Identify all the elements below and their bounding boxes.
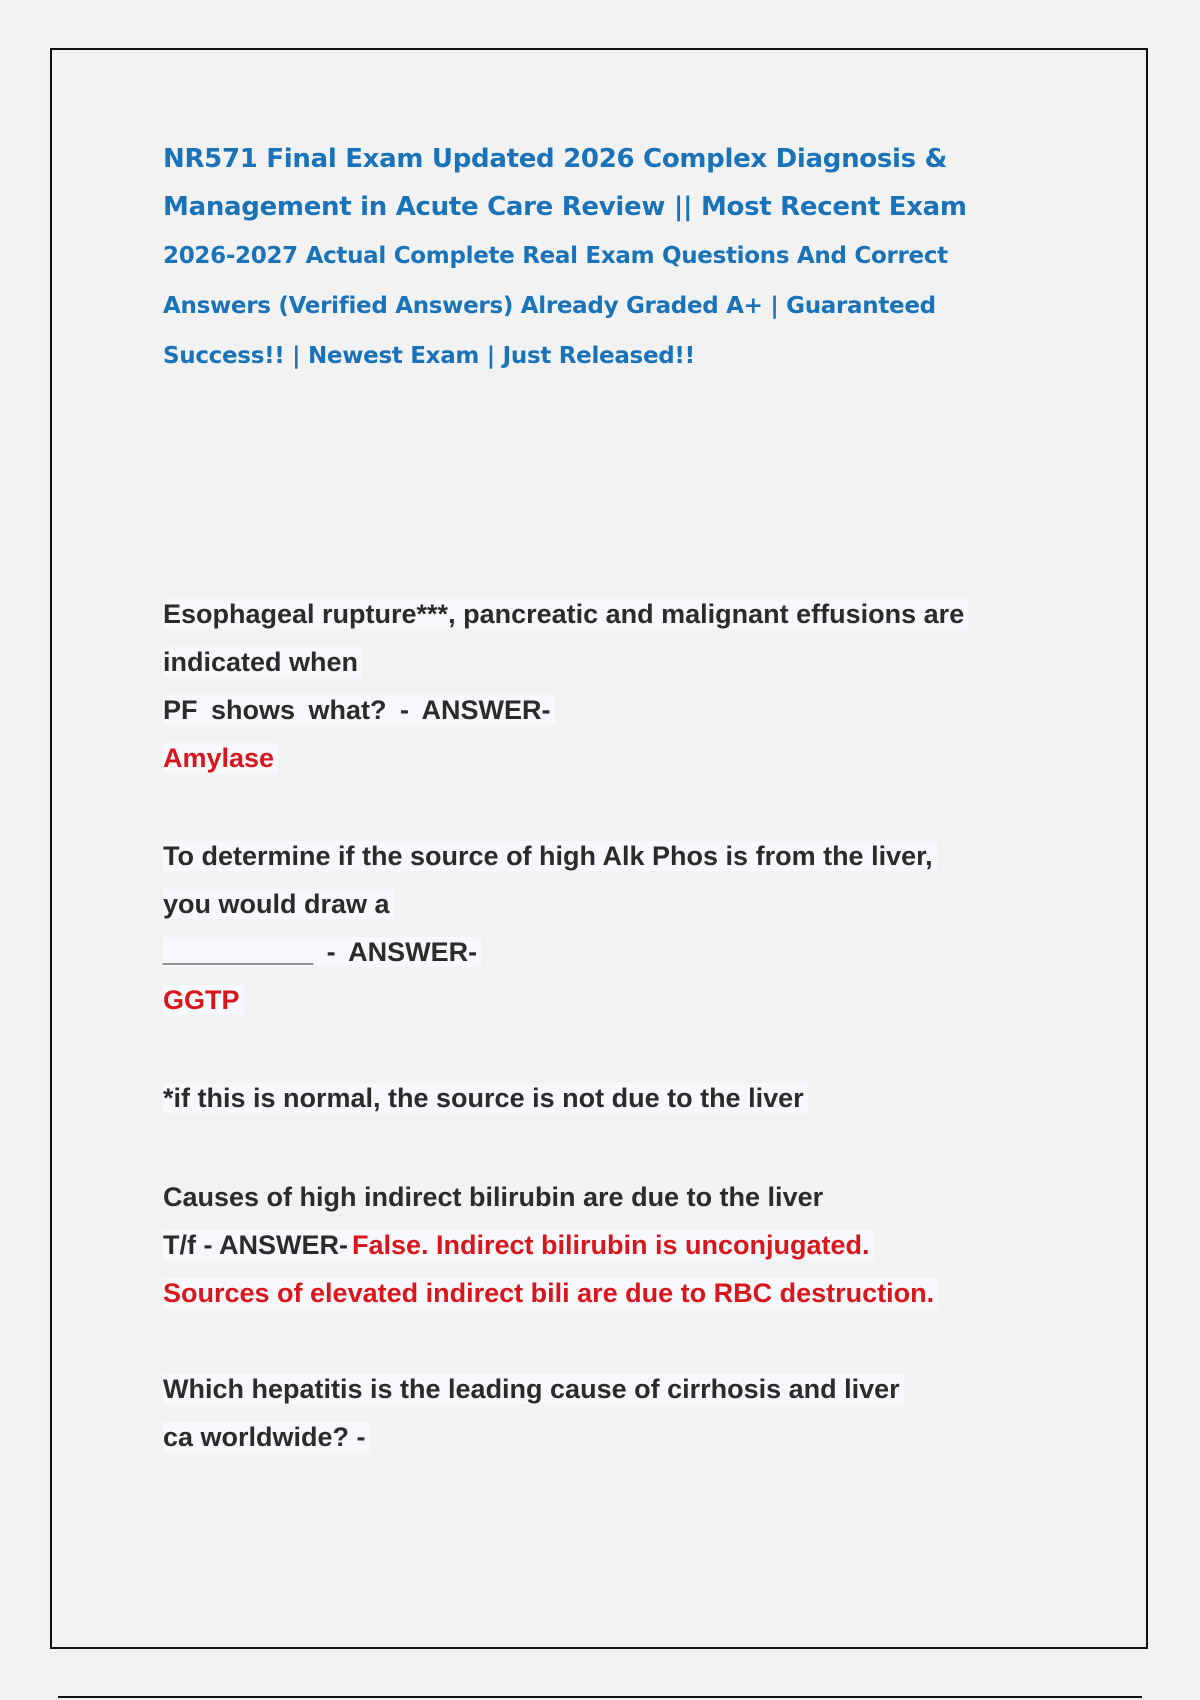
- question-3-prefix: T/f - ANSWER-: [163, 1230, 352, 1260]
- question-2-line-1: To determine if the source of high Alk Phos is from the liver,: [163, 841, 937, 871]
- title-line-2: Management in Acute Care Review || Most Recent Exam: [163, 192, 967, 222]
- answer-2: GGTP: [163, 985, 244, 1015]
- title-line-3: 2026-2027 Actual Complete Real Exam Questions And Correct: [163, 243, 948, 269]
- qa-block-2: [163, 832, 937, 1024]
- title-line-5: Success!! | Newest Exam | Just Released!!: [163, 343, 695, 369]
- question-4-line-2: ca worldwide? -: [163, 1422, 370, 1452]
- qa-block-1: [163, 590, 968, 782]
- question-1-line-3: PF shows what? - ANSWER-: [163, 695, 555, 725]
- question-2-line-3: __________ - ANSWER-: [163, 937, 481, 967]
- question-1-line-1: Esophageal rupture***, pancreatic and malignant effusions are: [163, 599, 968, 629]
- qa-block-4: [163, 1365, 904, 1461]
- note-text: *if this is normal, the source is not due to the liver: [163, 1083, 808, 1113]
- bottom-rule: [58, 1696, 1142, 1698]
- title-line-1: NR571 Final Exam Updated 2026 Complex Diagnosis &: [163, 144, 947, 174]
- note-block: [163, 1074, 808, 1122]
- answer-1: Amylase: [163, 743, 278, 773]
- title-line-4: Answers (Verified Answers) Already Graded A+ | Guaranteed: [163, 293, 936, 319]
- answer-3-line-2: Sources of elevated indirect bili are due to RBC destruction.: [163, 1278, 938, 1308]
- answer-3-line-1: False. Indirect bilirubin is unconjugated.: [352, 1230, 874, 1260]
- question-4-line-1: Which hepatitis is the leading cause of cirrhosis and liver: [163, 1374, 904, 1404]
- question-2-line-2: you would draw a: [163, 889, 394, 919]
- question-3: Causes of high indirect bilirubin are due to the liver: [163, 1182, 824, 1212]
- qa-block-3: [163, 1173, 938, 1317]
- question-1-line-2: indicated when: [163, 647, 362, 677]
- document-title: [163, 135, 967, 381]
